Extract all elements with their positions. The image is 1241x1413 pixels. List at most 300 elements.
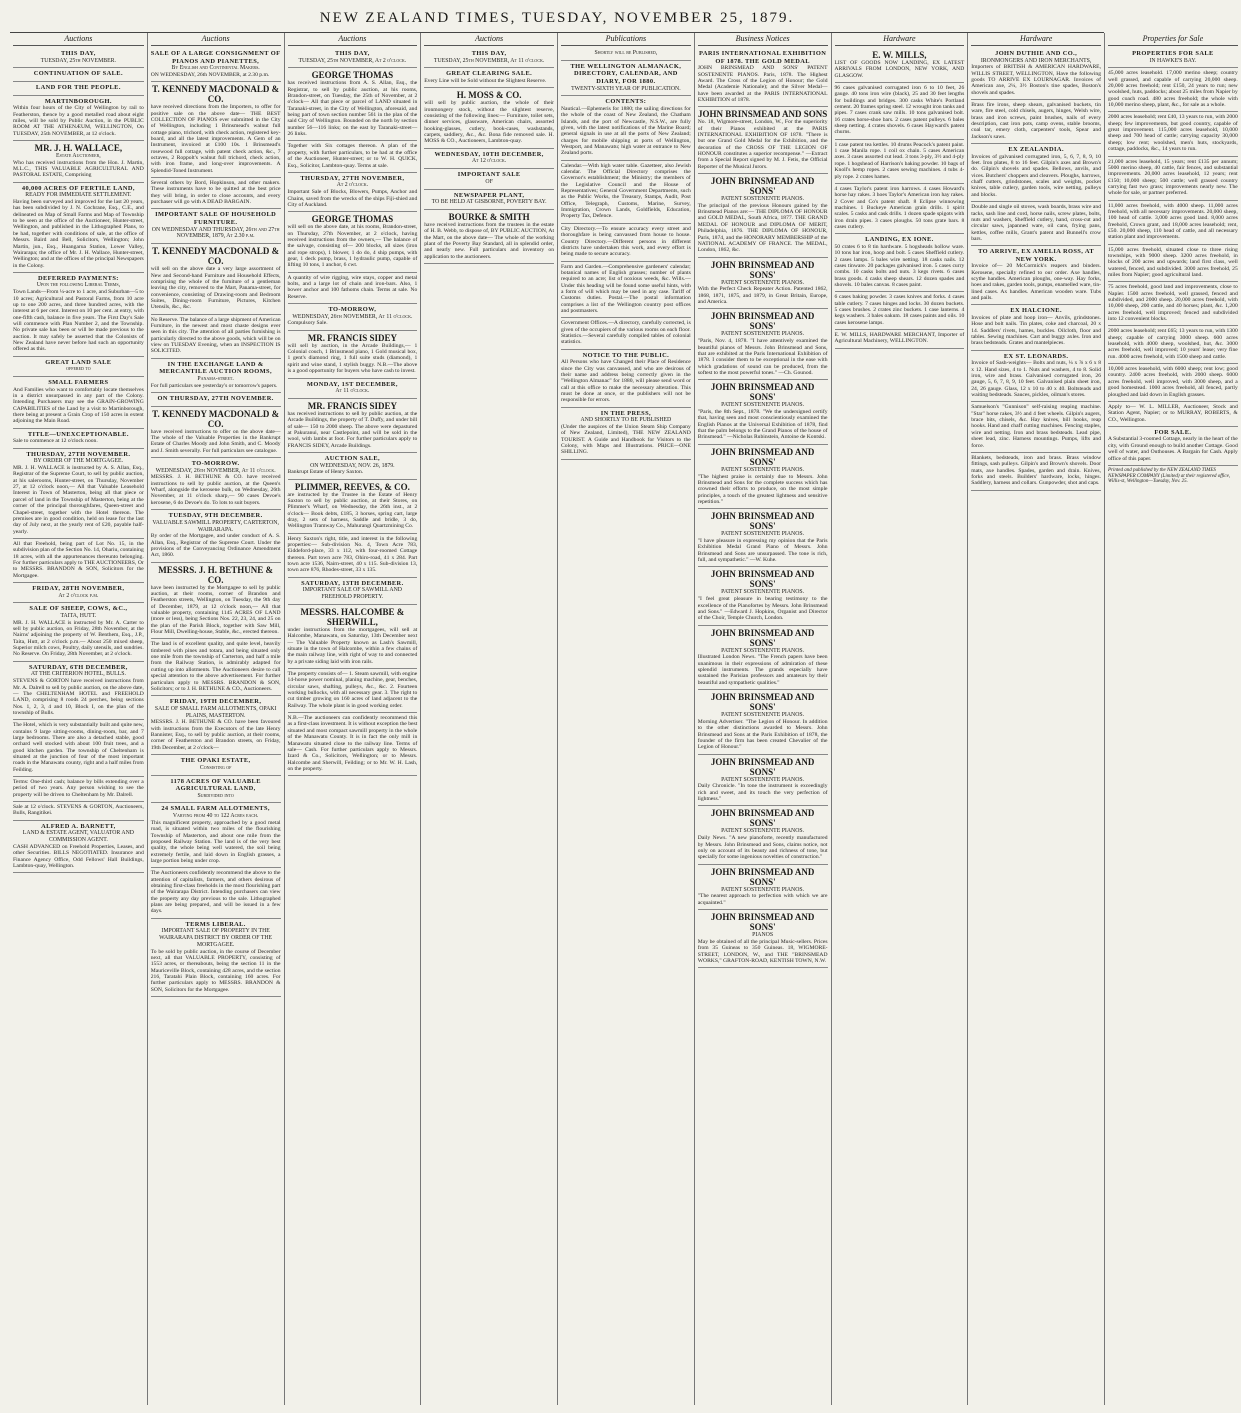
advertisement xyxy=(698,626,828,691)
ad-title: THURSDAY, 27TH NOVEMBER. xyxy=(26,450,131,458)
ad-body: Invoice of— 20 McCormick's reapers and binders. Kerosene, specially refined to our order. Axe handles, scythe handles. American ploughs, one-way. Hay forks, hoes and rakes, garden tools, pumps, enamelled ware, tin-lined cases. Ax handles. American wooden ware. Tubs and pails. xyxy=(971,263,1101,302)
column-heading: Properties for Sale xyxy=(1108,33,1238,46)
ad-body: E. W. MILLS, HARDWARE MERCHANT, Importer of Agricultural Machinery, WELLINGTON. xyxy=(834,331,965,345)
ad-body: All Persons who have Changed their Place of Residence since the City was canvassed, and who are desirous of their name and address being correctly given in the "Wellington Almanac" for 1880, will please send word or call at this office to make the necessary alteration. This must be done at once, or the publishers will not be responsible for errors. xyxy=(561,359,691,404)
ad-title: FRIDAY, 28TH NOVEMBER, xyxy=(32,584,125,592)
ad-body: 1 case patent tea kettles. 10 drums Peacock's patent paint. 1 case Manila rope. 1 coil ox chain. 5 cases American axes. 3 cases assorted cut lead. 3 tons 3-ply, 3½ and 4-ply rope. 1 hogshead of Harrison's baking powder. 10 bags of Knoll's hemp ropes. 2 cases sewing machines. 4 tubs 4-ply rope. 2 crates hames. xyxy=(834,141,965,180)
ad-body: 10,000 acres leasehold, with 6000 sheep; rent low; good country. 2400 acres freehold, with 2000 sheep. 6000 acres freehold, well improved, with 3000 sheep, and a good homestead. 1000 acres freehold, all fenced, partly ploughed and laid down in English grasses. xyxy=(1108,366,1238,398)
ad-body: "Paris, Nov. 4, 1878. "I have attentively examined the beautiful pianos of Messrs. John Brinsmead and Sons, that are exhibited at the Paris International Exhibition of 1878. I consider them to be exceptional in the ease with which gradations of sound can be produced, from the softest to the most powerful tones." —Ch. Gounod. xyxy=(697,338,828,376)
advertisement xyxy=(561,61,691,97)
ad-body: The property consists of— 1. Steam sawmill, with engine 14-horse power nominal, planing machine, gear, benches, circular saws, shafting, pulleys, &c., &c. 2. Fourteen working bullocks, with all necessary gear. 3. The right to cut timber growing on 160 acres of land adjacent to the Railway. The whole plant is in good working order. xyxy=(287,671,418,709)
advertisement xyxy=(835,234,965,292)
ad-advertiser-name: JOHN BRINSMEAD AND SONS' xyxy=(710,259,815,280)
advertisement xyxy=(971,100,1101,144)
advertisement xyxy=(13,48,144,68)
advertisement xyxy=(835,330,965,349)
ad-subtitle: IN HAWKE'S BAY. xyxy=(1149,57,1197,64)
advertisement xyxy=(971,202,1101,246)
advertisement xyxy=(424,190,554,210)
ad-subtitle: LAND & ESTATE AGENT, VALUATOR AND COMMISSION AGENT. xyxy=(22,830,134,844)
ad-body: 6 cases baking powder. 3 cases knives and forks. 4 cases table cutlery. 7 cases hinges and locks. 30 dozen buckets. 5 cases brushes. 2 crates zinc buckets. 1 case lanterns. 4 kegs washers. 3 bales oakum. 18 cases paints and oils. 10 cases kerosene lamps. xyxy=(834,294,965,326)
column-7 xyxy=(831,33,968,1405)
ad-title: GREAT CLEARING SALE. xyxy=(446,70,533,78)
ad-subtitle: PATENT SOSTENENTE PIANOS. xyxy=(721,712,805,719)
ad-subtitle: WEDNESDAY, 26th NOVEMBER, At 11 o'clock. xyxy=(292,313,413,320)
ad-title: IMPORTANT SALE OF HOUSEHOLD FURNITURE. xyxy=(155,211,277,227)
ad-body: under instructions from the mortgagees, will sell at Halcombe, Manawatu, on Saturday, 13th December next— The Valuable Property known as Lash's Sawmill, situate in the town of Halcombe, within a few chains of the main railway line, with right of way to and connected by a private siding laid with iron rails. xyxy=(287,627,418,665)
ad-advertiser-name: JOHN BRINSMEAD AND SONS' xyxy=(710,866,815,887)
ad-title: FOR SALE. xyxy=(1154,428,1192,436)
column-9 xyxy=(1104,33,1241,1405)
ad-advertiser-name: JOHN BRINSMEAD AND SONS' xyxy=(710,756,815,777)
advertisement xyxy=(151,696,281,755)
ad-advertiser-name: H. MOSS & CO. xyxy=(456,90,522,101)
advertisement xyxy=(151,563,281,640)
ad-body: have received instructions from the trustees in the estate of H. B. Webb, to dispose of, BY PUBLIC AUCTION, At the Mart, on the above date— The whole of the working plant of the Poverty Bay Standard, all in splendid order, and nearly new. Full particulars and inventory on application to the auctioneers. xyxy=(424,221,554,260)
ad-title: 24 SMALL FARM ALLOTMENTS, xyxy=(161,805,270,813)
ad-body: A Substantial 3-roomed Cottage, nearly in the heart of the city, with Ground enough to build another Cottage. Good well of water, and Outhouses. A Bargain for Cash. Apply office of this paper. xyxy=(1108,436,1238,462)
advertisement xyxy=(151,209,281,244)
ad-subtitle: PATENT SOSTENENTE PIANOS. xyxy=(721,196,805,202)
column-2 xyxy=(147,33,284,1405)
ad-body: 2000 acres leasehold; rent £65; 13 years to run, with 1300 sheep; capable of carrying 3000 sheep. 600 acres leasehold, with 4000 sheep, woolshed, hut, &c. 3000 acres freehold, well improved; 10 years' lease; very fine run. 4000 acres freehold, with 1500 sheep and cattle. xyxy=(1108,328,1238,360)
ad-title: LANDING, EX IONE. xyxy=(865,236,934,244)
ad-body: will sell by public auction, the whole of their ironmongery stock, without the slightest reserve, consisting of the following lines:— Furniture, toilet sets, dinner services, glassware, American chairs, assorted hooking-glasses, cutlery, book-cases, washstands, carpets, saddlery, &c., &c. Bona fide removed sale. H. MOSS & CO., Auctioneers, Lambton-quay. xyxy=(424,100,554,145)
ad-body: "The highest praise is certainly due to Messrs. John Brinsmead and Sons for the complete success which has crowned their efforts to produce, on the most simple principles, a touch of the greatest lightness and sensitive repetition." xyxy=(697,473,828,505)
ad-title: FRIDAY, 19TH DECEMBER, xyxy=(169,698,262,706)
ad-advertiser-name: T. KENNEDY MACDONALD & CO. xyxy=(152,246,280,267)
column-8 xyxy=(967,33,1104,1405)
ad-subtitle: PATENT SOSTENENTE PIANOS. xyxy=(721,279,805,286)
advertisement xyxy=(288,480,418,534)
advertisement xyxy=(13,449,144,539)
ad-advertiser-name: JOHN BRINSMEAD AND SONS' xyxy=(710,382,815,403)
column-heading: Publications xyxy=(561,33,691,46)
advertisement xyxy=(151,244,281,314)
column-5 xyxy=(557,33,694,1405)
advertisement xyxy=(13,802,144,821)
advertisement xyxy=(13,96,144,141)
ad-body: 96 cases galvanised corrugated iron 6 to 10 feet, 26 gauge. 40 tons iron wire (black), 25 and 30 feet lengths for buildings and bridges. 300 casks White's Portland cement. 20 frames spring steel. 12 wrought iron tanks and pipes. 7 cases crank saw mills. 10 tons galvanised bolt. 16 crates horse-shoe bars. 2 cases patent pulleys. 6 bales sheep netting. 4 crates shovels. 6 cases Hayward's patent churns. xyxy=(834,85,965,136)
advertisement xyxy=(698,910,828,968)
advertisement xyxy=(151,510,281,563)
ad-body: "I have pleasure in expressing my opinion that the Paris Exhibition Medal Grand Piano of Messrs. John Brinsmead and Sons are unsurpassed. The tone is rich, full, and sympathetic." —W. Kuhe. xyxy=(697,538,828,564)
advertisement xyxy=(288,578,418,605)
ad-body: For full particulars see yesterday's or tomorrow's papers. xyxy=(150,382,278,389)
ad-body: Invoice of Sash-weights— Bolts and nuts, ¼ x ⅞ x 6 x 8 x 12. Hand sizes, 4 to 1. Nuts and washers, 4 to 8. Solid iron, wire and brass. Galvanised corrugated iron, 26 gauge, 5, 6, 7, 8, 9, 10 feet. Galvanised plain sheet iron, 24, 26 gauge. Glass, 12 x 10 to 40 x 40. Boltsteads and waiting bedsteads. Sauces, pickles, oilman's stores. xyxy=(971,360,1101,399)
advertisement xyxy=(151,868,281,918)
advertisement xyxy=(561,224,691,262)
ad-body: "Paris, the 8th Sept., 1878. "We the undersigned certify that, having seen and most conscientiously examined the English Pianos at the Universal Exhibition of 1878, find that the palm belongs to the Grand Pianos of the house of Brinsmead." —Nicholas Rubinstein, Antoine de Kontski. xyxy=(697,409,828,441)
advertisement xyxy=(151,458,281,510)
ad-body: 45,000 acres leasehold. 17,000 merino sheep; country well grassed, and capable of carrying 20,000 sheep. 20,000 acres freehold; rent £150, 24 years to run; new woolshed, huts, paddocks; about 25 miles from Napier by good coach road. 480 acres freehold; the whole with 10,000 merino sheep, plant, &c., for sale as a whole. xyxy=(1108,70,1238,109)
advertisement xyxy=(698,509,828,567)
ad-title: THIS DAY, xyxy=(61,50,96,57)
ad-subtitle: At 2 o'clock. xyxy=(336,182,369,189)
ad-body: Apply to— W. L. MILLER, Auctioneer, Stock and Station Agent, Napier; or to MURRAY, ROBERTS, & CO., Wellington. xyxy=(1108,403,1238,423)
advertisement xyxy=(13,273,144,357)
ad-title: THURSDAY, 27TH NOVEMBER, xyxy=(300,174,405,182)
ad-body: 11,000 acres freehold, with 4000 sheep. 11,000 acres freehold, with all necessary improvements. 20,000 sheep, 100 head of cattle. 3,000 acres good land. 8,000 acres freehold, Crown grant, and 18,000 acres leasehold; rent, £50. 20,000 sheep, 110 head of cattle, and all necessary station plant and improvements. xyxy=(1108,202,1238,241)
advertisement xyxy=(698,690,828,755)
ad-advertiser-name: MR. J. H. WALLACE, xyxy=(34,142,123,153)
ad-subtitle: TO BE HELD AT GISBORNE, POVERTY BAY. xyxy=(431,199,547,206)
ad-advertiser-name: BOURKE & SMITH xyxy=(448,211,530,222)
ad-title: SATURDAY, 6TH DECEMBER, xyxy=(28,663,128,671)
ad-body: 2000 acres leasehold; rent £40, 13 years to run, with 2000 sheep; few improvements, but good country, capable of great improvement. 115,000 acres leasehold, 10,000 sheep and 700 head of cattle; carrying capacity 30,000 sheep; low rent; woolshed, men's huts, stockyards, cottage, paddocks, &c., 14 years to run. xyxy=(1108,114,1238,153)
ad-advertiser-name: MR. FRANCIS SIDEY xyxy=(307,400,397,411)
ad-body: MR. J. H. WALLACE is instructed by A. S. Allan, Esq., Registrar of the Supreme Court, to sell by public auction, at his salerooms, Hunter-street, on Thursday, November 27, at 12 o'clock noon,— All that Valuable Leasehold Interest in Town of Masterton, being all that piece or parcel of land in the Township of Masterton, being at the corner of the principal thoroughfares, Queen-street and Chapel-street, together with the Hotel thereon. The premises are in good condition, held on lease for the last day of July next, at the yearly rent of £20, payable half-yearly. xyxy=(13,465,144,535)
advertisement xyxy=(288,68,418,141)
ad-body: 4 cases Taylor's patent iron harrows. 4 cases Howard's horse hay rakes. 3 hoes Taylor's American iron hay rakes. 2 Cover and Co's patent shaft. 8 Eclipse winnowing machines. 1 Buckeye American grain drills. 1 spirit scales. 5 casks and cask drills. 1 dozen spade spigots with iron drain pipes. 3 cases ploughs. 50 tons grate bars. 8 cases cutlery. xyxy=(834,185,965,230)
ad-body: STEVENS & GORTON have received instructions from Mr. A. Dalrell to sell by public auction, on the above date,— The CHELTENHAM HOTEL and FREEHOLD LAND, comprising 8 roods 24 perches, being sections Nos. 1, 2, 3, 4 and 10, Block I, on the plan of the township of Bulls. xyxy=(13,678,144,716)
ad-body: Terms: One-third cash; balance by bills extending over a period of two years. Any person wishing to see the property will be driven to Cheltenham by Mr. Dalrell. xyxy=(13,778,144,798)
ad-title: CONTENTS: xyxy=(605,98,647,106)
ad-advertiser-name: JOHN BRINSMEAD AND SONS' xyxy=(710,627,815,648)
advertisement xyxy=(698,755,828,807)
advertisement xyxy=(288,399,418,453)
ad-advertiser-name: JOHN BRINSMEAD AND SONS' xyxy=(710,692,815,713)
ad-body: The Auctioneers confidently recommend the above to the attention of capitalists, farmers, and others desirous of obtaining first-class freeholds in the most flourishing part of the Wairarapa District. Intending purchasers can view the property any day previous to the sale. Lithographed plans are being prepared, and will be issued in a few days. xyxy=(150,870,281,915)
advertisement xyxy=(835,184,965,234)
ad-body: "I feel great pleasure in bearing testimony to the excellence of the Pianofortes by Messrs. John Brinsmead and Sons." —Edward J. Hopkins, Organist and Director of the Choir, Temple Church, London. xyxy=(697,596,828,622)
advertisement xyxy=(561,96,691,160)
advertisement xyxy=(1108,201,1238,245)
ad-body: have received directions from the Importers, to offer for positive sale on the above date— THE BEST COLLECTION OF PIANOS ever submitted in the City of Wellington, including 1 Brinsmead's walnut full cottage piano, trichord, with check action, registered key-board, and all the latest improvements. A Gem of an Instrument, invoiced at £100 10s. 1 Brinsmead's rosewood full cottage, with patent check action, &c., 7 octaves, 2 Roppolt's walnut full trichord, check action, with iron frame, and long-over improvements. A Splendid-Toned Instrument. xyxy=(150,104,281,174)
ad-body: Illustrated London News. "The French papers have been unanimous in their expressions of admiration of these splendid instruments. The grands especially have sustained the Parisian professors and amateurs by their beautiful and sympathetic qualities." xyxy=(697,654,828,686)
advertisement xyxy=(1108,326,1238,364)
advertisement xyxy=(288,534,418,578)
ad-advertiser-name: JOHN BRINSMEAD AND SONS xyxy=(697,109,828,120)
advertisement xyxy=(971,402,1101,452)
advertisement xyxy=(13,141,144,183)
ad-title: THIS DAY, xyxy=(471,50,507,57)
ad-body: will sell on the above date, at his rooms, Brandon-street, on Thursday, 27th November, at 2 o'clock, having received instructions from the owners,— The balance of the salvage, consisting of— 200 blocks, all sizes (iron and rope strops), 1 blower, 1 do do, 4 ship pumps, with gear, 1 deck pump, brass, 1 hydraulic pump, capable of lifting 10 tons, 1 anchor, 6 cwt. xyxy=(287,224,418,269)
ad-body: are instructed by the Trustee in the Estate of Henry Saxton to sell by public auction, at their Stores, on Plimmer's Wharf, on Wednesday, the 26th inst., at 2 o'clock— Book debts, £185, 3 horses, spring cart, large dray, 2 sets of harness, Saddle and bridle, 3 do, Wellington Tramway Co., Mahurangi Quartzmining Co. xyxy=(287,491,418,530)
ad-subtitle: Varying from 40 to 122 Acres each. xyxy=(172,813,259,820)
ad-body: A quantity of wire rigging, wire stays, copper and metal bolts, and a large lot of chain and iron-bars. Also, 1 bower anchor and 100 fathoms chain. Terms at sale. No Reserve. xyxy=(287,274,418,300)
ad-subtitle: At 12 o'clock. xyxy=(471,158,507,165)
ad-body: Henry Saxton's right, title, and interest in the following properties:— Sub-division No. 4, Town Acre 783, Eiddeford-place, 33 x 112, with four-roomed Cottage thereon. Part town acre 783, Ohiro-road, 41 x 284. Part town acre 1536, Nairn-street, 40 x 115. Sub-division 13, town acre 876, Rhodes-street, 33 x 135. xyxy=(287,535,418,574)
advertisement xyxy=(13,821,144,874)
advertisement xyxy=(13,583,144,603)
ad-body: 50 crates 6 to 8 tin hardware. 5 hogsheads hollow ware. 10 tons bar iron, hoop and bolt. 5 cases Sheffield cutlery. 2 cases lamps. 5 bales wire netting. 18 casks nails. 12 cases tinware. 20 packages galvanised iron. 5 cases curry combs. 10 casks bolts and nuts. 3 kegs rivets. 6 cases brass goods. 4 casks sheep shears. 12 dozen spades and shovels. 10 bales canvas. 8 cases paint. xyxy=(834,243,965,288)
advertisement xyxy=(698,309,828,380)
advertisement xyxy=(561,318,691,349)
ad-body: Nautical.—Ephemeris for 1880; the sailing directions for the whole of the coast of New Zealand, the Chatham Islands, and the port of Newcastle, N.S.W., are fully given, with the latest notifications of the Marine Board; general signals in use at all the ports of New Zealand; charges for mobile shipping at ports of Wellington, Westport, and Manawatu; high water at entrance to New Zealand ports. xyxy=(561,105,691,157)
advertisement xyxy=(13,183,144,273)
ad-body: MESSRS. J. H. BETHUNE & CO. have received instructions to sell by public auction, at the Queen's Wharf, alongside the kerosene bulk, on Wednesday, 26th November, at 11 o'clock sharp,— 90 cases Devoe's kerosene, 6 do Devoe's do. To lots to suit buyers. xyxy=(150,474,281,506)
ad-subtitle: PATENT SOSTENENTE PIANOS. xyxy=(721,402,805,409)
advertisement xyxy=(288,669,418,713)
ad-body: 21,000 acres leasehold, 15 years; rent £135 per annum; 5000 merino sheep, 40 cattle, fair fences, and substantial improvements. 20,000 acres leasehold, 12 years; rent £150; 10,000 sheep; 500 cattle; well grassed country carrying fast two grass; improvements nearly new. The whole for sale, or partner preferred. xyxy=(1108,158,1238,197)
ad-subtitle: AND SHORTLY TO BE PUBLISHED xyxy=(580,417,672,424)
advertisement xyxy=(13,777,144,802)
ad-body: The Hotel, which is very substantially built and quite new, contains 9 large sitting-rooms, dining-room, bar, and 7 large bedrooms. There are also a detached stable, good orchard well stocked with about 100 fruit trees, and a good kitchen garden. The township of Cheltenham is situated at the junction of four of the most important roads in the Manawatu county, right and a half miles from Feilding. xyxy=(13,722,144,773)
ad-subtitle: At 11 o'clock. xyxy=(335,388,370,395)
ad-subtitle: AT THE CRITERION HOTEL, BULLS. xyxy=(30,671,126,678)
ad-body: Daily Chronicle. "In tone the instrument is exceedingly rich and sweet, and its touch the very perfection of lightness." xyxy=(697,783,828,803)
advertisement xyxy=(835,292,965,330)
ad-subtitle: By English and Continental Makers. xyxy=(171,65,260,72)
ad-subtitle: TWENTY-SIXTH YEAR OF PUBLICATION. xyxy=(571,85,681,92)
ad-title: ON THURSDAY, 27TH NOVEMBER. xyxy=(157,395,274,403)
ad-title: WEDNESDAY, 10TH DECEMBER, xyxy=(434,150,544,158)
ad-title: NOTICE TO THE PUBLIC. xyxy=(582,351,670,359)
ad-advertiser-name: T. KENNEDY MACDONALD & CO. xyxy=(152,84,280,105)
ad-subtitle: offered to xyxy=(66,366,91,373)
advertisement xyxy=(151,803,281,868)
advertisement xyxy=(424,88,554,148)
advertisement xyxy=(424,68,554,88)
advertisement xyxy=(971,246,1101,305)
ad-title: LAND FOR THE PEOPLE. xyxy=(35,83,121,91)
ad-title: MONDAY, 1ST DECEMBER, xyxy=(306,380,398,388)
ad-advertiser-name: MESSRS. HALCOMBE & SHERWILL, xyxy=(300,607,405,628)
advertisement xyxy=(1108,112,1238,156)
advertisement xyxy=(835,48,965,83)
column-heading: Auctions xyxy=(288,33,418,46)
advertisement xyxy=(971,48,1101,100)
column-heading: Auctions xyxy=(151,33,281,46)
ad-body: By order of the Mortgagee, and under conduct of A. S. Allan, Esq., Registrar of the Supreme Court. Under the provisions of the Conveyancing Ordinance Amendment Act, 1860. xyxy=(150,533,281,559)
ad-title: 40,000 ACRES OF FERTILE LAND, xyxy=(21,184,135,192)
advertisement xyxy=(1108,282,1238,326)
ad-title: SALE OF SHEEP, COWS, &C., xyxy=(29,605,128,613)
ad-advertiser-name: PLIMMER, REEVES, & CO. xyxy=(294,481,410,492)
ad-title: DEFERRED PAYMENTS: xyxy=(37,274,119,282)
ad-title: AUCTION SALE, xyxy=(324,454,381,462)
ad-title: EX ST. LEONARDS. xyxy=(1003,352,1069,360)
ad-body: MR. J. H. WALLACE is instructed by Mr. A. Carter to sell by public auction, on Friday, 28th November, at the Nairns' adjoining the property of W. Benthem, Esq., J.P., Taita, Hutt, at 2 o'clock p.m.— About 250 mixed sheep, Superior milch cows, Poultry, daily utensils, and sundries. No Reserve. On Friday, 28th November, at 2 o'clock. xyxy=(13,619,144,658)
ad-subtitle: ON WEDNESDAY, NOV. 26, 1879. xyxy=(310,462,395,469)
advertisement xyxy=(288,379,418,399)
ad-body: Invoices of galvanised corrugated iron, 5, 6, 7, 8, 9, 10 feet. Iron plates, 8 to 16 feet. Gilpin's axes and Brown's do. Gilpin's shovels and spades. Bellows, anvils, and vices. Butchers' choppers and cleavers. Ploughs, harrows, chaff cutters, grindstones, scales and weights, pocket knives, table cutlery, garden tools, wire netting, pulleys and blocks. xyxy=(971,153,1101,198)
advertisement xyxy=(1108,48,1238,68)
ad-body: Compulsory Sale. xyxy=(287,320,328,327)
ad-body: N.B.—The auctioneers can confidently recommend this as a first-class investment. It is without exception the best situated and most compact sawmill property in the whole of the Manawatu County. It is in fact the only mill in Manawatu situated close to the railway line. Terms of sale— Cash. For further particulars apply to Messrs. Izard & Co., Solicitors, Wellington; or to Messrs. Halcombe and Sherwill, Feilding; or to Mr. W. H. Lash, on the property. xyxy=(287,715,418,772)
advertisement xyxy=(151,359,281,393)
ad-body: All that Freehold, being part of Lot No. 15, in the subdivision plan of the Section No. 14, Ohariu, containing 18 acres, with all the appurtenances thereunto belonging. For further particulars apply to THE AUCTIONEERS, Or to MESSRS. BRANDON & SON, Solicitors for the Mortgagee. xyxy=(13,540,144,579)
advertisement xyxy=(1108,364,1238,402)
ad-body: have been instructed by the Mortgagee to sell by public auction, at their rooms, corner of Brandon and Featherston streets, Wellington, on Tuesday, the 9th day of December, 1879, at 12 o'clock noon,— All that valuable property, containing 1145 ACRES OF LAND (more or less), being Sections Nos. 22, 23, 24, and 25 on the plan of the Parish Block, together with Saw Mill, Flour Mill, Dwelling-house, Stable, &c., erected thereon. xyxy=(150,584,281,636)
ad-title: EX ZEALANDIA. xyxy=(1008,146,1064,154)
ad-body: Blankets, bedsteads, iron and brass. Brass window fittings, sash pulleys. Gilpin's and Brown's shovels. Door mats, axe handles. Spades, garden and drain. Knives, forks and steels. Builders' hardware, locks, hinges. Saddlery, harness and collars. Gunpowder, shot and caps. xyxy=(971,454,1101,487)
advertisement xyxy=(698,107,828,174)
advertisement xyxy=(561,408,691,460)
ad-title: ALFRED A. BARNETT, xyxy=(41,822,116,830)
ad-body: have received instructions to offer on the above date— The whole of the Valuable Properties in the Bankrupt Estate of Charles Moody and John Smith, and C. Moody and J. Smith severally. For full particulars see catalogue. xyxy=(150,428,281,454)
ad-title: IN THE EXCHANGE LAND & MERCANTILE AUCTION ROOMS, xyxy=(159,360,273,376)
ad-body: Daily News. "A new pianoforte, recently manufactured by Messrs. John Brinsmead and Sons, claims notice, not only on account of its beauty and richness of tone, but specially for some ingenious novelties of construction." xyxy=(697,835,828,861)
ad-advertiser-name: T. KENNEDY MACDONALD & CO. xyxy=(152,408,280,429)
ad-body: With the Perfect Check Repeater Action. Patented 1862, 1868, 1871, 1875, and 1879, in Great Britain, Europe, and America. xyxy=(697,286,828,306)
ad-title: JOHN DUTHIE AND CO., xyxy=(995,50,1078,57)
ad-advertiser-name: E. W. MILLS, xyxy=(872,50,927,60)
ad-subtitle: IMPORTANT SALE OF PROPERTY IN THE WAIRARAPA DISTRICT BY ORDER OF THE MORTGAGEE. xyxy=(159,928,273,948)
advertisement xyxy=(835,83,965,140)
advertisement xyxy=(151,315,281,359)
advertisement xyxy=(13,662,144,720)
ad-title: TO ARRIVE, EX AMELIA ROSS, AT NEW YORK. xyxy=(978,248,1095,263)
column-1 xyxy=(10,33,147,1405)
advertisement xyxy=(288,273,418,304)
ad-body: ON WEDNESDAY, 26th NOVEMBER, at 2.30 p.m. xyxy=(150,71,270,78)
ad-subtitle: WEDNESDAY, 26th NOVEMBER, At 11 o'clock. xyxy=(155,467,276,474)
ad-body: Double and single oil stoves, wash boards, brass wire and tacks, sash line and cord, horse nails, screw plates, bolts, nuts and washers, Sheffield cutlery, hand, cross-cut and circular saws, japanned ware, oil cans, frying pans, kettles, coffee mills, Grant's patent and Bunnell's crow bars. xyxy=(971,204,1101,242)
advertisement xyxy=(561,161,691,224)
ad-body: CASH ADVANCED on Freehold Properties, Leases, and other Securities. BILLS NEGOTIATED. Insurance and Finance Agency Office, Odd Fellows' Hall Buildings, Lambton-quay, Wellington. xyxy=(13,843,144,869)
ad-body: No Reserve. The balance of a large shipment of American Furniture, in the newest and most chaste designs ever seen in this city. The attention of all parties furnishing is particularly directed to the above goods, which will be on view on TUESDAY Evening, when an INSPECTION IS SOLICITED. xyxy=(150,316,281,355)
advertisement xyxy=(288,331,418,379)
ad-title: THE OPAKI ESTATE, xyxy=(180,757,251,765)
advertisement xyxy=(13,68,144,82)
advertisement xyxy=(698,445,828,510)
advertisement xyxy=(971,144,1101,202)
ad-subtitle: TUESDAY, 25th NOVEMBER, At 11 o'clock. xyxy=(433,57,545,64)
ad-body: Sale to commence at 12 o'clock noon. xyxy=(13,438,98,445)
advertisement xyxy=(288,212,418,272)
ad-subtitle: Consisting of xyxy=(199,764,232,771)
ad-subtitle: PATENT SOSTENENTE PIANOS. xyxy=(721,331,805,338)
advertisement xyxy=(561,48,691,61)
advertisement xyxy=(288,48,418,68)
ad-advertiser-name: MESSRS. J. H. BETHUNE & CO. xyxy=(158,564,274,585)
advertisement xyxy=(1108,402,1238,427)
advertisement xyxy=(835,140,965,184)
ad-subtitle: PATENT SOSTENENTE PIANOS. xyxy=(721,776,805,783)
ad-body: Within four hours of the City of Wellington by rail to Featherston, thence by a good metalled road about eight miles, will be sold by Public Auction, in the PUBLIC ROOM AT THE ATHENÆUM, WELLINGTON, On TUESDAY, 25th NOVEMBER, at 12 o'clock. xyxy=(13,105,144,137)
column-heading: Business Notices xyxy=(698,33,828,46)
masthead: NEW ZEALAND TIMES, TUESDAY, NOVEMBER 25, 1879. xyxy=(319,10,795,26)
ad-body: 75 acres freehold, good land and improvements, close to Napier. 1500 acres freehold, well grassed, fenced and subdivided, and 2000 sheep. 20,000 acres freehold, with 10,000 sheep, 200 cattle, and 40 horses; plant, &c. 1,200 acres freehold, well improved; fenced and subdivided into 12 convenient blocks. xyxy=(1108,284,1238,323)
column-heading: Hardware xyxy=(971,33,1101,46)
column-heading: Hardware xyxy=(835,33,965,46)
advertisement xyxy=(151,178,281,209)
advertisement xyxy=(288,173,418,212)
ad-title: TO-MORROW, xyxy=(328,306,377,314)
ad-body: Sale at 12 o'clock. STEVENS & GORTON, Auctioneers, Bulls, Rangitikei. xyxy=(13,804,144,817)
ad-title: CONTINUATION OF SALE. xyxy=(33,70,123,78)
ad-subtitle: IRONMONGERS AND IRON MERCHANTS, xyxy=(980,57,1092,64)
ad-advertiser-name: JOHN BRINSMEAD AND SONS' xyxy=(710,311,815,332)
ad-body: JOHN BRINSMEAD AND SONS' PATENT SOSTENENTE PIANOS. Paris, 1878. The Highest Award. The Cross of the Legion of Honour; the Gold Medal (Academie Nationale); and the Silver Medal—have been awarded at the PARIS INTERNATIONAL EXHIBITION of 1878. xyxy=(697,65,828,103)
ad-body: Every Line will be Sold without the Slightest Reserve. xyxy=(424,77,547,84)
ad-body: has received instructions to sell by public auction, at the Arcade Buildings, the property of T. Duffy, and under bill of sale— 150 to 2000 sheep. The above were depastured at Pakuranui, near Castlepoint, and will be sold in the wool, with lambs at foot. For further particulars apply to FRANCIS SIDEY, Arcade Buildings. xyxy=(287,410,418,449)
ad-body: Calendar.—With high water table. Gazetteer, also Jewish calendar. The Official Directory comprises the Governor's establishment; the Ministry; the members of the Legislative Council and the House of Representatives; General Government Departments, such as the Public Works, the Treasury, Stamps, Audit, Post Office, Telegraph, Customs, Marine, Survey, Immigration, Crown Lands, Goldfields, Education, Property Tax, Defence. xyxy=(561,162,691,220)
ad-body: Brass fire irons, sheep shears, galvanised buckets, tin ware, fire steel, cold chisels, augers, hinges, Welsh wire, brass and iron screws, paint brushes, nails of every description, cast iron pots, camp ovens, stable brooms, coal tar, emery cloth, carpenters' tools, Spear and Jackson's saws. xyxy=(971,102,1101,140)
advertisement xyxy=(424,149,554,169)
advertisement xyxy=(288,713,418,776)
ad-body: Together with Six cottages thereon. A plan of the property, with further particulars, to be had at the office of the Auctioneer, Hunter-street; or to W. H. QUICK, Esq., Solicitor, Lambton-quay. Terms at sale. xyxy=(287,143,418,169)
ad-body: LIST OF GOODS NOW LANDING, EX LATEST ARRIVALS FROM LONDON, NEW YORK, AND GLASGOW. xyxy=(834,60,965,79)
ad-body: Who has received instructions from the Hon. J. Martin, M.L.C., THIS VALUABLE AGRICULTURAL AND PASTORAL ESTATE, Comprising xyxy=(13,159,144,179)
ad-subtitle: Shortly will be Published, xyxy=(594,50,658,56)
advertisement xyxy=(13,720,144,777)
ad-body: "The nearest approach to perfection with which we are acquainted." xyxy=(697,893,828,906)
ad-subtitle: PIANOS xyxy=(752,932,774,939)
advertisement xyxy=(288,304,418,331)
advertisement xyxy=(151,919,281,997)
ad-title: SALE OF A LARGE CONSIGNMENT OF PIANOS AND PIANETTES, xyxy=(150,50,281,65)
advertisement xyxy=(1108,157,1238,201)
ad-title: IMPORTANT SALE xyxy=(457,171,521,179)
columns-container xyxy=(10,33,1238,1405)
advertisement xyxy=(698,567,828,625)
ad-advertiser-name: JOHN BRINSMEAD AND SONS' xyxy=(710,808,815,829)
ad-title: SMALL FARMERS xyxy=(48,379,109,387)
ad-subtitle: TUESDAY, 25th NOVEMBER, At 2 o'clock. xyxy=(298,57,407,64)
advertisement xyxy=(13,603,144,661)
ad-title: TERMS LIBERAL. xyxy=(185,920,246,928)
ad-advertiser-name: JOHN BRINSMEAD AND SONS' xyxy=(710,446,815,467)
advertisement xyxy=(424,210,554,264)
ad-body: Government Offices.—A directory, carefully corrected, is given of the occupiers of the various rooms on each floor. Statistics.—Several carefully compiled tables of colonial statistics. xyxy=(561,320,691,346)
ad-body: Invoices of plate and hoop iron— Anvils, grindstones. Hose and bolt nails. Tin plates, coke and charcoal, 20 x 14. Saddlers' rivets, hames, buckles. Oilcloth, floor and tables. Sewing machines. Cart and buggy axles. Iron and brass bedsteads. Grates and mantelpieces. xyxy=(971,315,1101,347)
ad-advertiser-name: JOHN BRINSMEAD AND SONS' xyxy=(710,912,815,933)
advertisement xyxy=(151,755,281,775)
ad-body: No. 18, Wigmore-street, London, W., For the superiority of their Pianos exhibited at the PARIS INTERNATIONAL EXHIBITION OF 1878. "There is but one Grand Gold Medal for the Exhibition, and the decoration of the CROSS OF THE LEGION OF HONOUR constitutes a superior recompense." —Extract from a Special Report signed by M. J. Fetis, the Official Reporter of the Musical Jurors. xyxy=(697,119,828,170)
column-6 xyxy=(694,33,831,1405)
ad-body: This magnificent property, approached by a good metal road, is situated within two miles of the flourishing Township of Masterton, and about one mile from the proposed Railway Station. The land is of the very best quality, the whole being well watered, the soil being extremely fertile, and laid down in English grasses, a large portion being under crop. xyxy=(150,819,281,864)
printer-imprint: Printed and published by the NEW ZEALAND TIMES NEWSPAPER COMPANY (Limited) at their registered office, Willis-st, Wellington—Tuesday, Nov. 25. xyxy=(1108,467,1231,485)
ad-body: Morning Advertiser. "The Legion of Honour. In addition to the other distinctions awarded to Messrs. John Brinsmead and Sons at the Paris Exhibition of 1878, the founder of the firm has been created Chevalier of the Legion of Honour." xyxy=(697,718,828,751)
ad-subtitle: PATENT SOSTENENTE PIANOS. xyxy=(721,886,805,893)
ad-body: 15,000 acres freehold, situated close to three rising townships, with 9000 sheep. 3200 acres freehold, in blocks of 200 acres and upwards; land first class, well watered, fenced, and subdivided. 3000 acres freehold, 25 miles from Napier; good agricultural land. xyxy=(1108,246,1238,279)
ad-subtitle: VALUABLE SAWMILL PROPERTY, CARTERTON, WAIRARAPA. xyxy=(152,519,279,533)
ad-subtitle: TAITA, HUTT. xyxy=(60,612,97,619)
ad-advertiser-name: MR. FRANCIS SIDEY xyxy=(307,332,397,343)
ad-subtitle: Subdivided into xyxy=(197,792,234,799)
ad-title: EX HALCIONE. xyxy=(1010,307,1062,315)
ad-body: City Directory.—To ensure accuracy every street and thoroughfare is being canvassed from house to house. Country Directory.—Different persons in different districts have undertaken this work, and every effort is being made to secure accuracy. xyxy=(561,225,691,258)
advertisement xyxy=(971,305,1101,350)
advertisement xyxy=(151,393,281,407)
column-heading: Auctions xyxy=(424,33,554,46)
ad-body: will sell on the above date a very large assortment of New and Second-hand Furniture and Household Effects, comprising the whole of the furniture of a gentleman leaving the city, removed to the Mart, Panama-street, for convenience, consisting of Drawing-room and Bedroom Suites, Dining-room Furniture, Pictures, Kitchen Utensils, &c., &c. xyxy=(150,266,281,311)
ad-subtitle: Estate Auctioneer, xyxy=(56,152,101,159)
ad-subtitle: At 2 o'clock p.m. xyxy=(58,592,99,599)
advertisement xyxy=(288,605,418,669)
ad-title: NEWSPAPER PLANT, xyxy=(453,191,525,199)
ad-body: (Under the auspices of the Union Steam Ship Company of New Zealand, Limited), THE NEW ZEALAND TOURIST. A Guide and Handbook for Visitors to the Colony, with Maps and Illustrations. PRICE—ONE SHILLING. xyxy=(561,424,691,456)
ad-body: Samuelson's "Gunnison" self-raising reaping machine. "Star" horse rakes, 3½ and 4 feet wheels. Gilpin's augers, brace bits, chisels, &c. Hay knives, bill hooks, reap hooks. Hand and chaff cutting machines. Fencing staples, wire and netting. Iron and brass bedsteads. Lead pipe, sheet lead, zinc. Harness mountings. Pumps, lifts and force. xyxy=(971,404,1101,449)
ad-body: MESSRS. J. H. BETHUNE & CO. have been favoured with instructions from the Executors of the late Henry Bannister, Esq., to sell by public auction, at their rooms, corner of Featherston and Brandon streets, on Friday, 19th December, at 2 o'clock— xyxy=(150,719,281,751)
ad-title: THE WELLINGTON ALMANACK, DIRECTORY, CALENDAR, AND DIARY, FOR 1880. xyxy=(570,62,682,85)
ad-subtitle: PATENT SOSTENENTE PIANOS. xyxy=(721,647,805,654)
ad-subtitle: Upon the following Liberal Terms, xyxy=(36,282,121,289)
advertisement xyxy=(151,82,281,178)
advertisement xyxy=(151,407,281,458)
ad-subtitle: ON WEDNESDAY AND THURSDAY, 26th and 27th NOVEMBER, 1879, At 2.30 p.m. xyxy=(151,226,280,240)
ad-title: PARIS INTERNATIONAL EXHIBITION OF 1878. THE GOLD MEDAL xyxy=(699,50,827,65)
ad-title: IN THE PRESS, xyxy=(600,409,652,417)
advertisement xyxy=(13,377,144,429)
advertisement xyxy=(698,48,828,107)
advertisement xyxy=(561,350,691,408)
ad-body: The principal of the previous Honours gained by the Brinsmead Pianos are:— THE DIPLOMA OF HONOUR and GOLD MEDAL, South Africa, 1877. THE GRAND MEDAL OF HONOUR and DIPLOMA OF MERIT, Philadelphia, 1876. THE DIPLOMA OF HONOUR, Paris, 1874, and the HONORARY MEMBERSHIP of the NATIONAL ACADEMY OF FRANCE. The MEDAL, London, 1862, &c. xyxy=(697,202,828,254)
ad-title: TUESDAY, 9TH DECEMBER. xyxy=(168,512,263,520)
ad-subtitle: PATENT SOSTENENTE PIANOS. xyxy=(721,531,805,538)
ad-title: TITLE—UNEXCEPTIONABLE. xyxy=(27,430,129,438)
advertisement xyxy=(971,453,1101,491)
ad-advertiser-name: JOHN BRINSMEAD AND SONS' xyxy=(710,511,815,532)
ad-subtitle: BY ORDER OF THE MORTGAGEE. xyxy=(33,458,124,465)
ad-subtitle: TUESDAY, 25th NOVEMBER. xyxy=(40,57,116,64)
ad-subtitle: IMPORTANT SALE OF SAWMILL AND FREEHOLD PROPERTY. xyxy=(302,587,402,601)
ad-advertiser-name: GEORGE THOMAS xyxy=(311,214,394,225)
advertisement xyxy=(1108,68,1238,112)
